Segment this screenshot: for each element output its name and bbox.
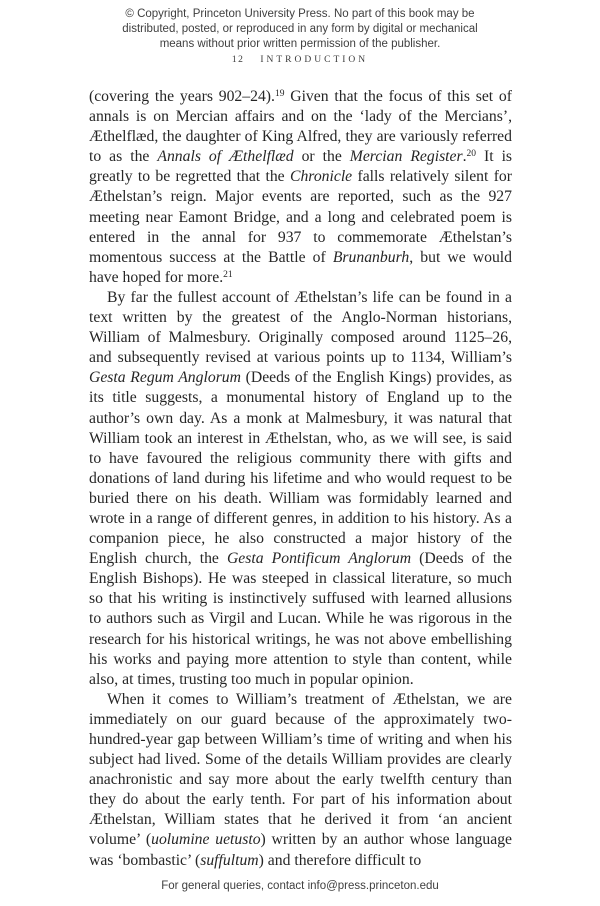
footer-text: For general queries, contact info@press.princeton.edu: [161, 880, 439, 892]
running-head: [0, 55, 600, 65]
paragraph: By far the fullest account of Æthelstan’s life can be found in a text written by the greatest of the Anglo-Norman historians, William of Malmesbury. Originally composed around 1125–26, and subsequently revised at various points up to 1134, William’s Gesta Regum Anglorum (Deeds of the English Kings) provides, as its title suggests, a monumental history of England up to the author’s own day. As a monk at Malmesbury, it was natural that William took an interest in Æthelstan, who, as we will see, is said to have favoured the religious community there with gifts and donations of land during his lifetime and who would request to be buried there on his death. William was formidably learned and wrote in a range of different genres, in addition to his history. As a companion piece, he also constructed a major history of the English church, the Gesta Pontificum Anglorum (Deeds of the English Bishops). He was steeped in classical literature, so much so that his writing is instinctively suffused with learned allusions to authors such as Virgil and Lucan. While he was rigorous in the research for his historical writings, he was not above embellishing his works and paying more attention to style than content, while also, at times, trusting too much in popular opinion.: [89, 288, 512, 688]
page-number: 12: [231, 55, 245, 65]
paragraph: (covering the years 902–24).$^{19}$ Given that the focus of this set of annals is on Mercian affairs and on the ‘lady of the Mercians’, Æthelflæd, the daughter of King Alfred, they are variously referred to as the Annals of Æthelflæd or the Mercian Register.$^{20}$ It is greatly to be regretted that the Chronicle falls relatively silent for Æthelstan’s reign. Major events are reported, such as the 927 meeting near Eamont Bridge, and a long and celebrated poem is entered in the annal for 937 to commemorate Æthelstan’s momentous success at the Battle of Brunanburh, but we would have hoped for more.$^{21}$: [89, 88, 513, 286]
footer-contact: [0, 880, 600, 892]
section-title: INTRODUCTION: [260, 55, 369, 65]
copyright-line: distributed, posted, or reproduced in any form by digital or mechanical: [122, 23, 478, 35]
body-text: [89, 87, 512, 871]
paragraph: When it comes to William’s treatment of Æthelstan, we are immediately on our guard because of the approximately two-hundred-year gap between William’s time of writing and when his subject had lived. Some of the details William provides are clearly anachronistic and say more about the early twelfth century than they do about the early tenth. For part of his information about Æthelstan, William states that he derived it from ‘an ancient volume’ (uolumine uetusto) written by an author whose language was ‘bombastic’ (suffultum) and therefore difficult to: [89, 690, 512, 869]
copyright-line: © Copyright, Princeton University Press. No part of this book may be: [125, 8, 475, 20]
copyright-line: means without prior written permission of the publisher.: [159, 38, 441, 50]
copyright-notice: [0, 7, 600, 52]
